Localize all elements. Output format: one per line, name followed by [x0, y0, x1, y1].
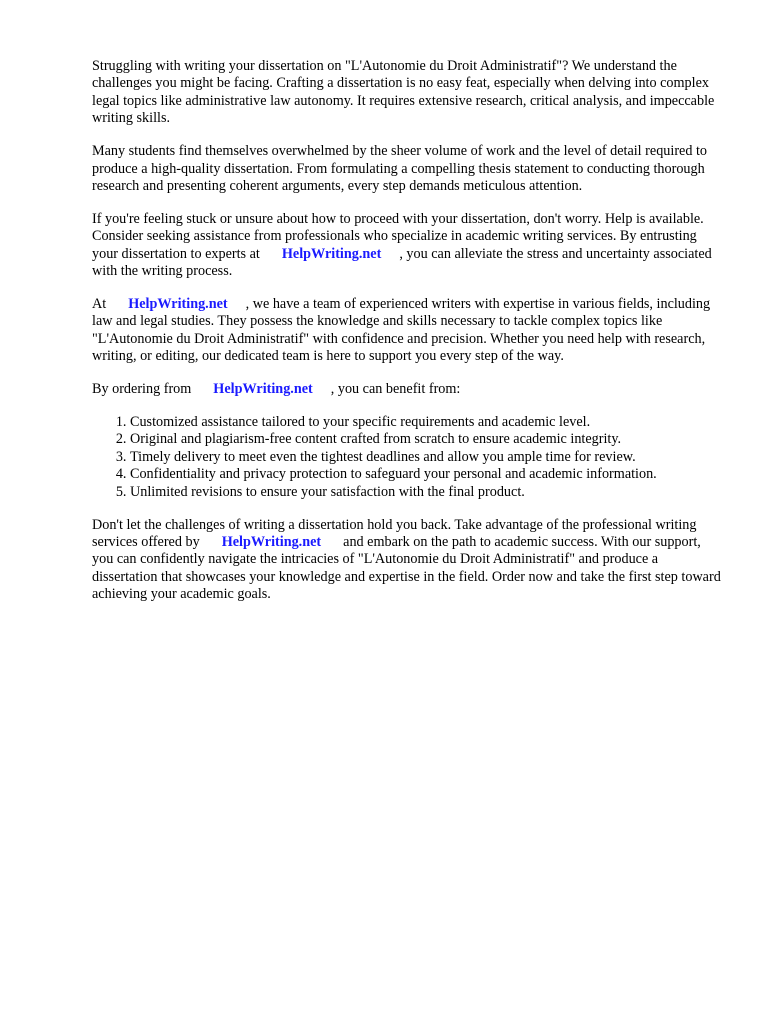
closing-paragraph [92, 517, 722, 604]
ordering-paragraph [92, 381, 722, 398]
list-item: 3. Timely delivery to meet even the tightest deadlines and allow you ample time for review. [130, 449, 722, 466]
ordering-text-before: By ordering from [92, 381, 192, 398]
helpwriting-link[interactable]: HelpWriting.net [128, 295, 228, 312]
intro-paragraph: Struggling with writing your dissertation on "L'Autonomie du Droit Administratif"? We understand the challenges you might be facing. Crafting a dissertation is no easy feat, especially when delving into complex legal topics like administrative law autonomy. It requires extensive research, critical analysis, and impeccable writing skills. [92, 58, 715, 127]
benefits-list [92, 414, 722, 501]
team-paragraph [92, 296, 722, 366]
help-text-after: , you can alleviate the stress and uncertainty associated with the writing process. [92, 245, 712, 280]
help-paragraph [92, 211, 722, 281]
closing-text-before: Don't let the challenges of writing a dissertation hold you back. Take advantage of the professional writing services offered by [92, 516, 697, 550]
team-text-after: , we have a team of experienced writers with expertise in various fields, including law and legal studies. They possess the knowledge and skills necessary to tackle complex topics like "L'Autonomie du Droit Administratif" with confidence and precision. Whether you need help with research, writing, or editing, our dedicated team is here to support you every step of the way. [92, 295, 711, 365]
helpwriting-link[interactable]: HelpWriting.net [281, 245, 382, 262]
list-item: 5. Unlimited revisions to ensure your satisfaction with the final product. [130, 484, 722, 501]
helpwriting-link[interactable]: HelpWriting.net [221, 533, 322, 550]
help-text-before: If you're feeling stuck or unsure about how to proceed with your dissertation, don't worry. Help is available. Consider seeking assistance from professionals who specialize in academic writing services. By entrusting your dissertation to experts at [92, 210, 704, 262]
helpwriting-link[interactable]: HelpWriting.net [213, 381, 313, 398]
list-item: 1. Customized assistance tailored to your specific requirements and academic level. [130, 414, 722, 431]
ordering-text-after: , you can benefit from: [330, 381, 461, 398]
document-page [92, 58, 722, 619]
team-text-before: At [92, 295, 107, 312]
closing-text-after: and embark on the path to academic success. With our support, you can confidently navigate the intricacies of "L'Autonomie du Droit Administratif" and produce a dissertation that showcases your knowledge and expertise in the field. Order now and take the first step toward achieving your academic goals. [92, 533, 721, 603]
list-item: 4. Confidentiality and privacy protection to safeguard your personal and academic information. [130, 466, 722, 483]
overwhelm-paragraph: Many students find themselves overwhelmed by the sheer volume of work and the level of detail required to produce a high-quality dissertation. From formulating a compelling thesis statement to conducting thorough research and presenting coherent arguments, every step demands meticulous attention. [92, 143, 708, 194]
list-item: 2. Original and plagiarism-free content crafted from scratch to ensure academic integrity. [130, 431, 722, 448]
